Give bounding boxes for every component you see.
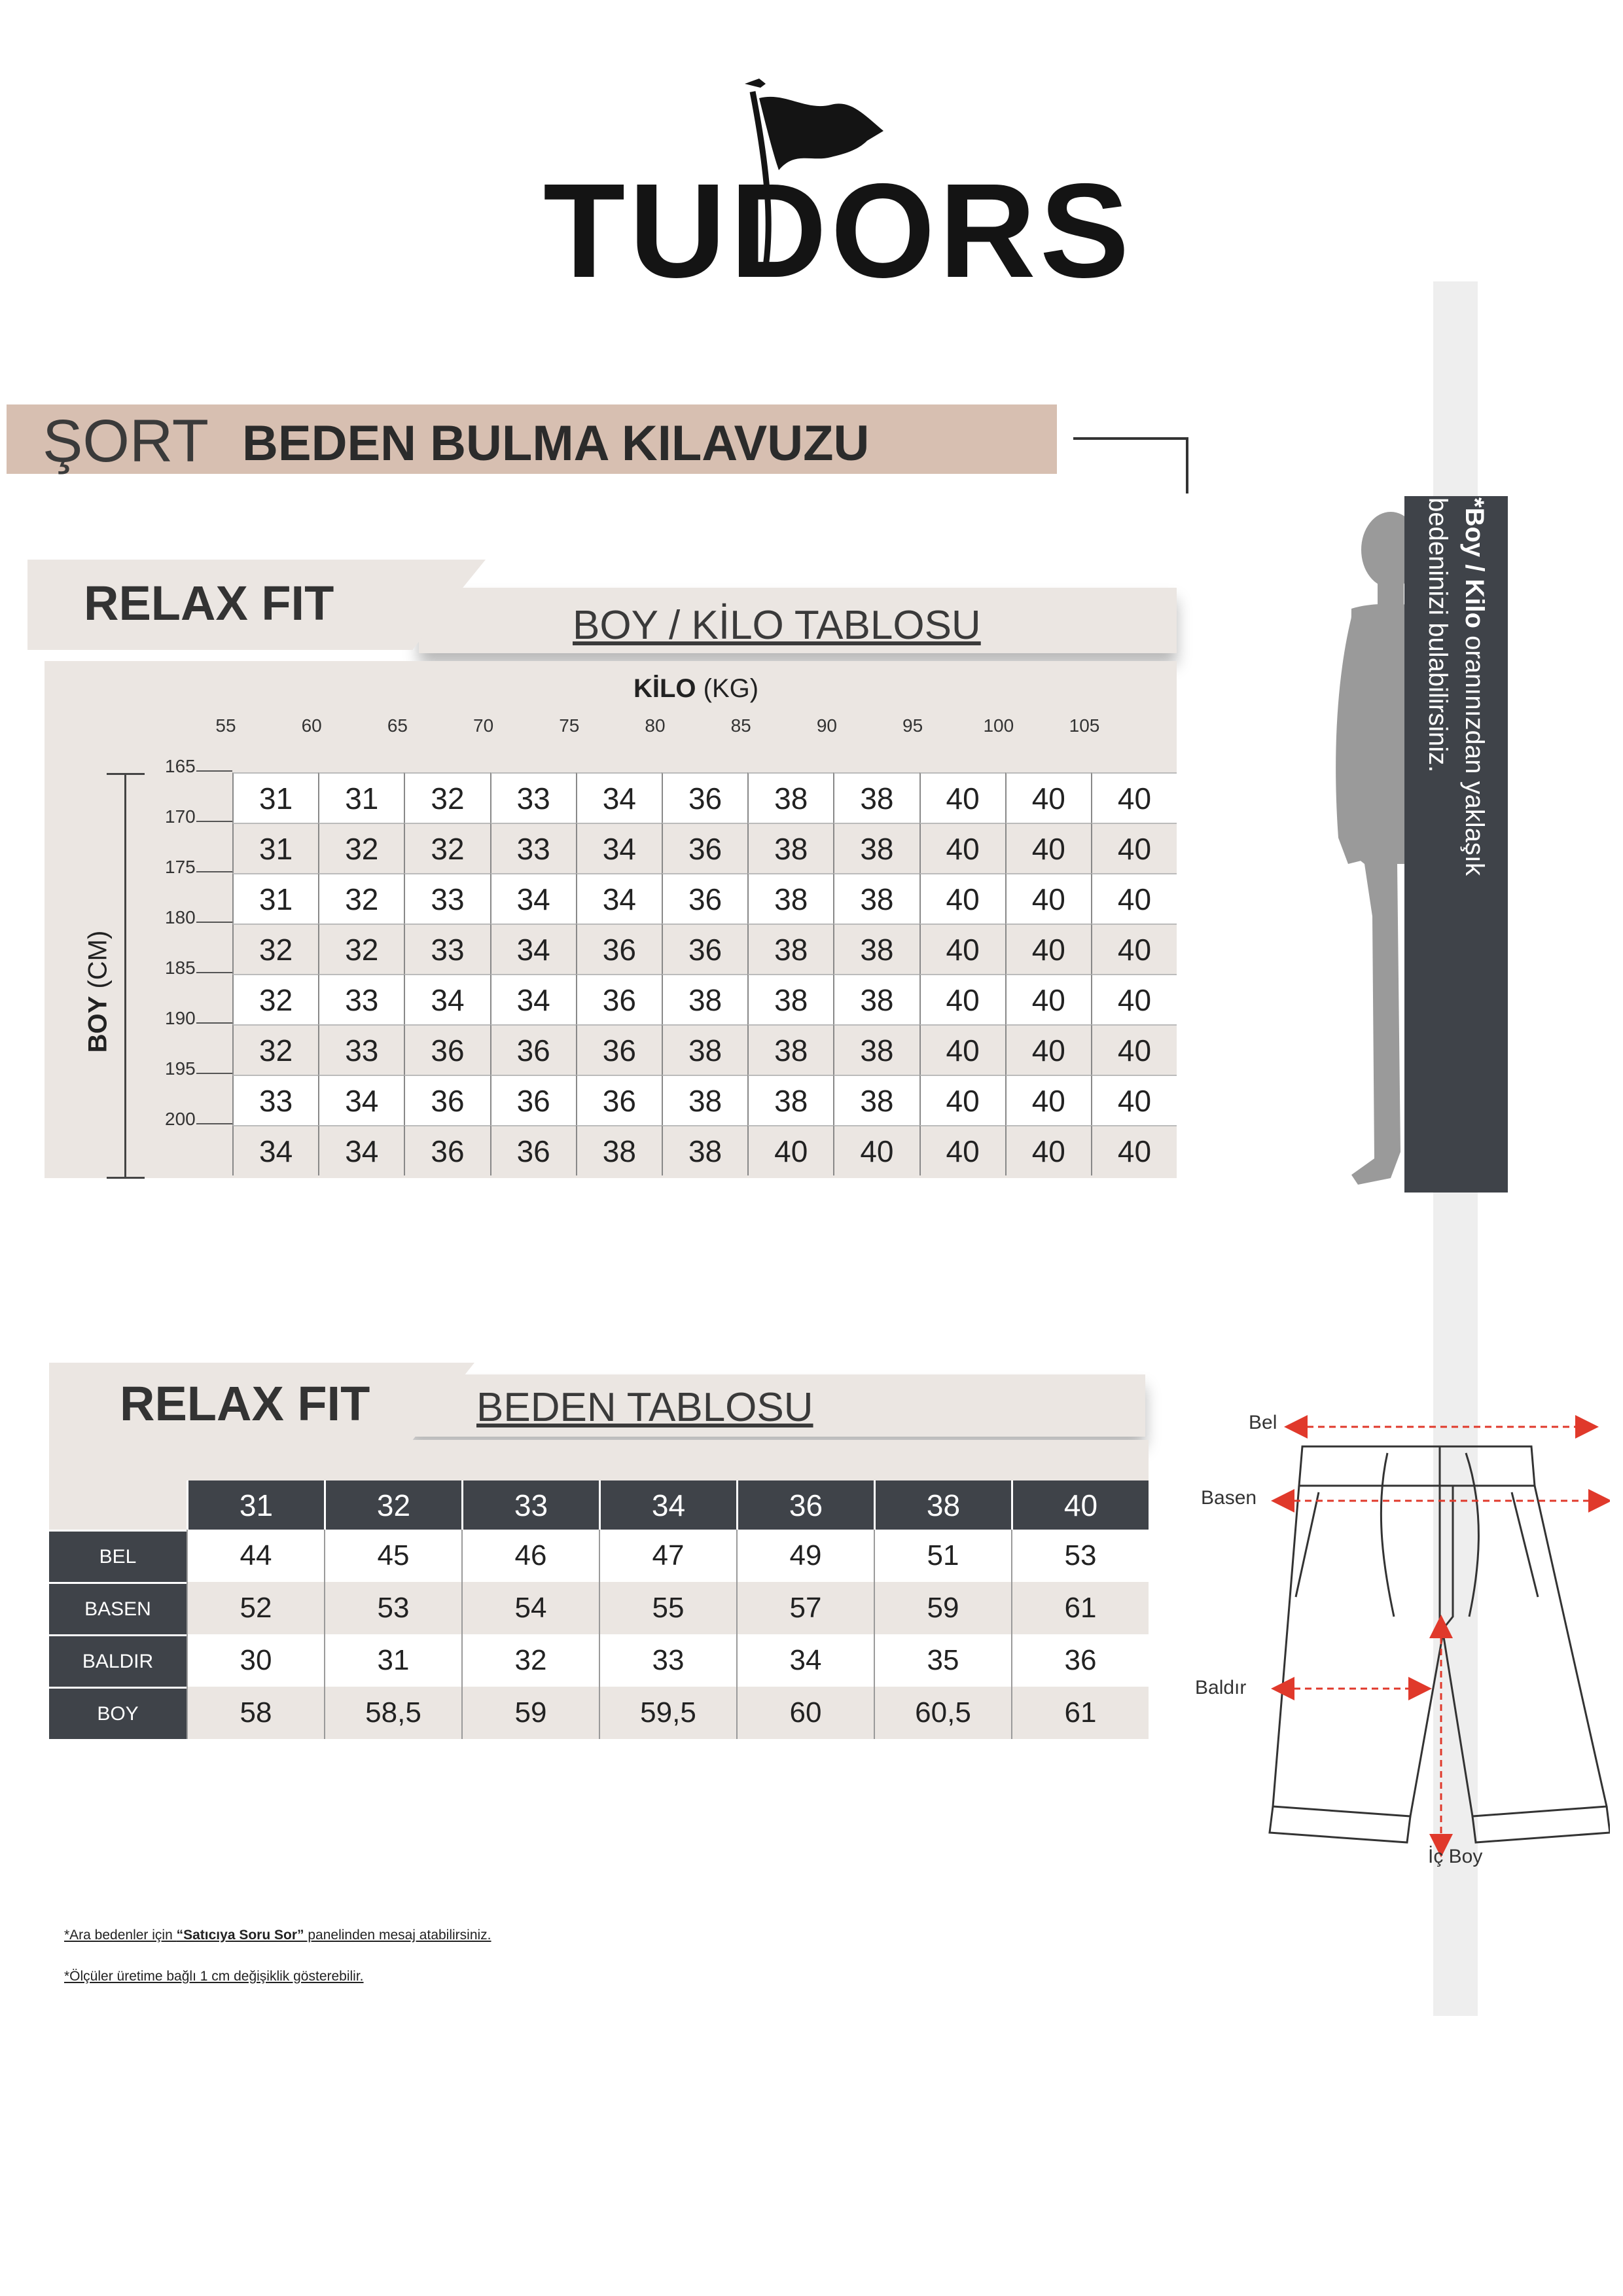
diagram-label-ic-boy: İç Boy [1428,1846,1483,1867]
table-row [232,924,1177,974]
table-row [232,1024,1177,1075]
table-cell: 31 [232,873,318,924]
table-cell: 40 [1005,823,1091,873]
beden-size-header: 34 [599,1480,736,1530]
boy-tick-mark [196,871,232,872]
table-cell: 40 [747,1125,833,1175]
table-cell: 38 [662,1024,747,1075]
boy-tick-label: 175 [165,857,196,877]
table-cell: 40 [1091,873,1177,924]
table-cell: 45 [324,1530,461,1582]
table-cell: 34 [318,1125,404,1175]
beden-size-header: 31 [187,1480,324,1530]
section1-fit-title: RELAX FIT [84,576,334,630]
table-row [232,873,1177,924]
kilo-tick-label: 65 [387,715,408,736]
boy-axis-cap-bottom [107,1177,145,1179]
table-cell: 40 [1091,974,1177,1024]
table-cell: 38 [576,1125,662,1175]
kilo-tick-label: 55 [215,715,236,736]
table-cell: 40 [919,924,1005,974]
table-cell: 40 [919,1024,1005,1075]
table-cell: 35 [874,1634,1011,1687]
waistband [1299,1446,1535,1486]
boy-axis-line [124,774,126,1177]
table-cell: 55 [599,1582,736,1634]
beden-row-label: BALDIR [49,1634,187,1687]
section2-subtitle: BEDEN TABLOSU [476,1385,813,1430]
boy-tick-label: 170 [165,806,196,827]
table-cell: 38 [747,772,833,823]
diagram-label-baldir: Baldır [1195,1677,1247,1698]
footnote-1: *Ara bedenler için “Satıcıya Soru Sor” panelinden mesaj atabilirsiniz. [64,1928,491,1943]
table-cell: 40 [1091,1125,1177,1175]
footnote-2: *Ölçüler üretime bağlı 1 cm değişiklik gösterebilir. [64,1969,364,1984]
table-cell: 46 [461,1530,599,1582]
table-cell: 59 [874,1582,1011,1634]
table-cell: 47 [599,1530,736,1582]
table-row [49,1530,1149,1582]
table-cell: 31 [232,823,318,873]
table-cell: 54 [461,1582,599,1634]
kilo-tick-label: 85 [730,715,751,736]
table-cell: 53 [1011,1530,1149,1582]
table-cell: 32 [318,823,404,873]
table-cell: 38 [662,974,747,1024]
table-cell: 34 [318,1075,404,1125]
table-cell: 40 [1091,823,1177,873]
table-cell: 34 [576,823,662,873]
table-cell: 36 [404,1075,490,1125]
table-cell: 38 [662,1075,747,1125]
table-cell: 38 [747,1075,833,1125]
table-cell: 38 [833,1075,919,1125]
boy-tick-mark [196,922,232,923]
table-cell: 30 [187,1634,324,1687]
table-cell: 40 [1005,772,1091,823]
boy-tick-mark [196,1073,232,1074]
boy-tick-label: 200 [165,1109,196,1129]
beden-size-header: 32 [324,1480,461,1530]
table-row [232,772,1177,823]
table-cell: 33 [318,974,404,1024]
kilo-axis-label: KİLO (KG) [633,674,759,703]
table-cell: 31 [318,772,404,823]
table-row [232,1075,1177,1125]
boy-tick-label: 185 [165,958,196,978]
table-cell: 58 [187,1687,324,1739]
boy-tick-label: 195 [165,1058,196,1079]
section1-subtitle: BOY / KİLO TABLOSU [573,603,981,648]
table-cell: 32 [232,1024,318,1075]
beden-table-top-band [49,1440,1149,1480]
kilo-tick-label: 95 [902,715,923,736]
table-cell: 38 [833,924,919,974]
table-cell: 36 [662,924,747,974]
table-cell: 40 [919,772,1005,823]
table-cell: 36 [576,974,662,1024]
table-cell: 36 [490,1075,576,1125]
product-title: ŞORT [43,408,209,475]
boy-tick-label: 190 [165,1008,196,1028]
table-cell: 38 [747,1024,833,1075]
table-cell: 61 [1011,1582,1149,1634]
table-cell: 40 [919,974,1005,1024]
corner-line-horizontal [1073,437,1188,440]
beden-size-header: 40 [1011,1480,1149,1530]
table-cell: 34 [736,1634,874,1687]
table-cell: 38 [662,1125,747,1175]
kilo-tick-label: 105 [1069,715,1100,736]
kilo-tick-label: 90 [816,715,837,736]
table-cell: 57 [736,1582,874,1634]
section2-fit-title: RELAX FIT [120,1376,370,1431]
diagram-label-basen: Basen [1201,1487,1257,1509]
table-cell: 40 [1091,924,1177,974]
boy-tick-label: 180 [165,907,196,927]
table-cell: 40 [919,1125,1005,1175]
table-cell: 51 [874,1530,1011,1582]
table-cell: 40 [833,1125,919,1175]
table-cell: 36 [1011,1634,1149,1687]
table-cell: 36 [662,823,747,873]
table-cell: 59,5 [599,1687,736,1739]
table-cell: 31 [232,772,318,823]
table-cell: 49 [736,1530,874,1582]
boy-axis-label: BOY (CM) [83,930,113,1053]
beden-row-label: BOY [49,1687,187,1739]
table-cell: 36 [490,1125,576,1175]
table-row [49,1634,1149,1687]
kilo-tick-label: 60 [301,715,322,736]
table-cell: 36 [576,1024,662,1075]
boy-tick-mark [196,1123,232,1124]
table-cell: 34 [232,1125,318,1175]
table-cell: 40 [1005,924,1091,974]
diagram-label-bel: Bel [1249,1412,1277,1433]
boy-tick-mark [196,1022,232,1024]
table-cell: 34 [576,873,662,924]
table-cell: 32 [404,772,490,823]
table-cell: 58,5 [324,1687,461,1739]
table-cell: 38 [833,772,919,823]
boy-tick-mark [196,821,232,822]
table-cell: 33 [599,1634,736,1687]
table-cell: 61 [1011,1687,1149,1739]
kilo-tick-label: 70 [473,715,494,736]
table-cell: 32 [404,823,490,873]
table-cell: 32 [318,873,404,924]
guide-title: BEDEN BULMA KILAVUZU [242,416,870,471]
table-cell: 36 [662,873,747,924]
table-cell: 40 [1091,1075,1177,1125]
beden-size-header: 36 [736,1480,874,1530]
table-row [49,1582,1149,1634]
corner-line-vertical [1186,437,1188,493]
table-cell: 40 [1005,974,1091,1024]
table-row [49,1687,1149,1739]
table-cell: 38 [747,974,833,1024]
kilo-tick-label: 80 [645,715,666,736]
beden-size-header: 38 [874,1480,1011,1530]
table-row [232,823,1177,873]
table-cell: 40 [1091,1024,1177,1075]
beden-header-corner [49,1480,187,1530]
table-cell: 60,5 [874,1687,1011,1739]
table-cell: 40 [919,823,1005,873]
table-cell: 40 [919,873,1005,924]
info-panel-text: *Boy / Kilo oranınızdan yaklaşık bedeninizi bulabilirsiniz. [1423,497,1489,876]
table-cell: 33 [490,823,576,873]
table-row [232,1125,1177,1175]
table-cell: 34 [490,974,576,1024]
table-cell: 32 [232,974,318,1024]
table-cell: 38 [747,823,833,873]
table-cell: 36 [404,1024,490,1075]
beden-size-header: 33 [461,1480,599,1530]
beden-header-row [49,1480,1149,1530]
table-cell: 32 [232,924,318,974]
table-cell: 31 [324,1634,461,1687]
table-cell: 36 [490,1024,576,1075]
table-cell: 33 [318,1024,404,1075]
shorts-diagram [1243,1407,1610,1878]
table-cell: 40 [1005,1024,1091,1075]
table-cell: 34 [490,924,576,974]
table-cell: 38 [747,924,833,974]
table-cell: 33 [232,1075,318,1125]
table-cell: 52 [187,1582,324,1634]
table-cell: 32 [461,1634,599,1687]
table-cell: 38 [833,1024,919,1075]
table-cell: 34 [404,974,490,1024]
table-cell: 40 [1005,1075,1091,1125]
table-cell: 36 [662,772,747,823]
boy-axis-cap-top [107,773,145,775]
table-cell: 40 [1005,873,1091,924]
table-cell: 34 [490,873,576,924]
table-cell: 38 [833,873,919,924]
boy-tick-mark [196,972,232,973]
table-cell: 33 [404,873,490,924]
table-cell: 32 [318,924,404,974]
boy-tick-mark [196,770,232,772]
table-cell: 38 [833,974,919,1024]
table-cell: 40 [919,1075,1005,1125]
kilo-tick-label: 75 [559,715,580,736]
table-cell: 33 [404,924,490,974]
table-cell: 44 [187,1530,324,1582]
table-cell: 33 [490,772,576,823]
beden-table [49,1480,1149,1739]
kilo-tick-label: 100 [983,715,1014,736]
table-cell: 34 [576,772,662,823]
brand-logo: TUDORS [543,156,1133,306]
beden-row-label: BASEN [49,1582,187,1634]
table-cell: 53 [324,1582,461,1634]
table-cell: 38 [833,823,919,873]
table-cell: 40 [1005,1125,1091,1175]
beden-row-label: BEL [49,1530,187,1582]
boy-tick-label: 165 [165,756,196,776]
table-cell: 38 [747,873,833,924]
table-cell: 36 [576,924,662,974]
table-cell: 36 [576,1075,662,1125]
table-cell: 59 [461,1687,599,1739]
table-cell: 60 [736,1687,874,1739]
table-cell: 36 [404,1125,490,1175]
table-cell: 40 [1091,772,1177,823]
table-row [232,974,1177,1024]
boy-kilo-table [232,772,1177,1175]
